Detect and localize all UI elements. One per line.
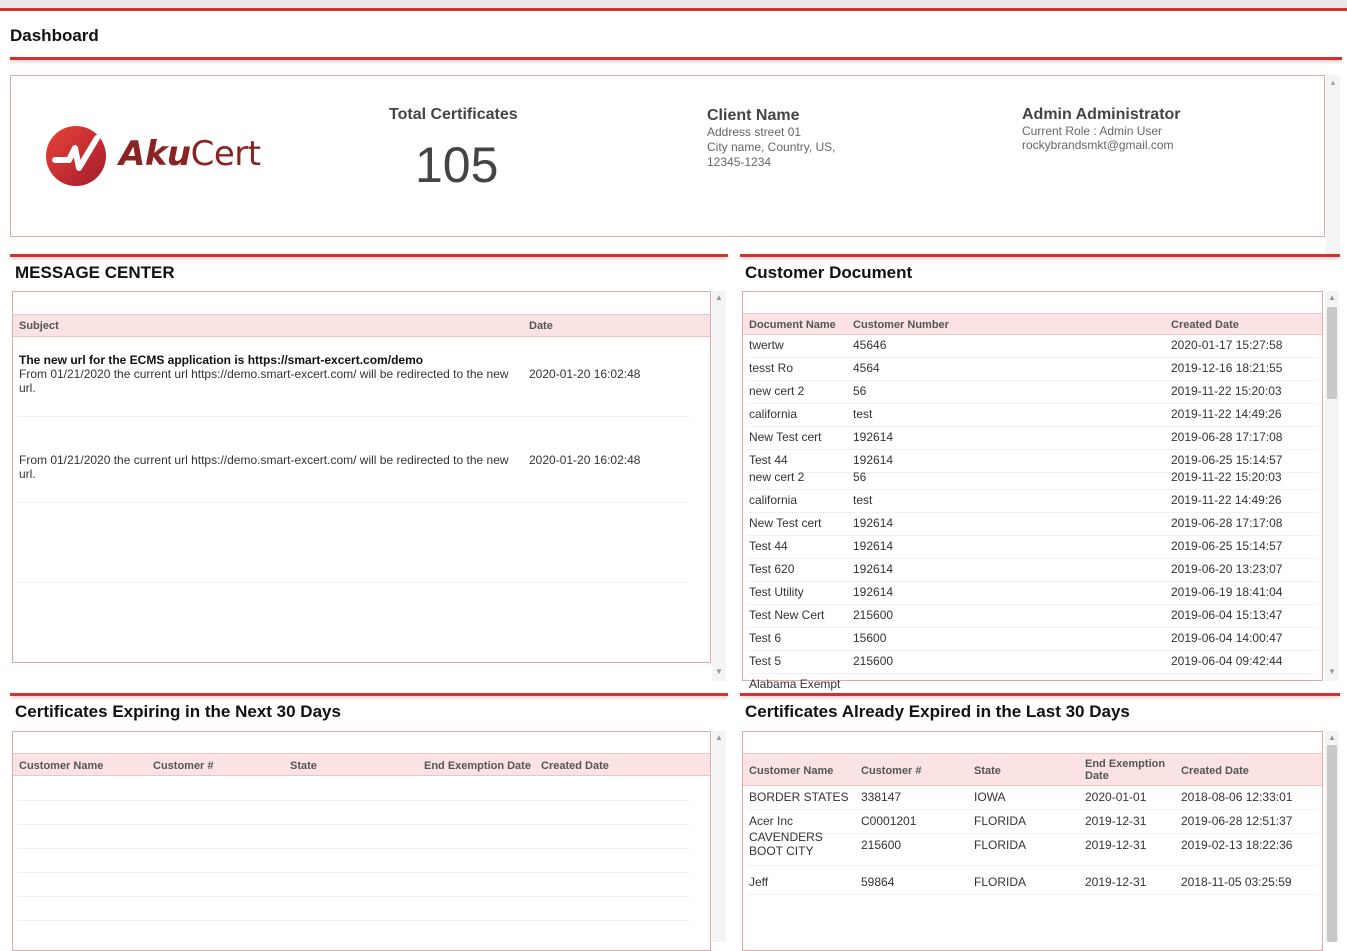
state: FLORIDA [974,814,1027,828]
row-divider [747,403,1318,404]
created-date: 2019-06-04 15:13:47 [1171,608,1283,622]
scroll-up-icon[interactable]: ▲ [1329,78,1337,87]
title-divider [10,57,1342,60]
expired-title: Certificates Already Expired in the Last 30 Days [745,702,1130,721]
page-title: Dashboard [10,26,99,45]
admin-role: Current Role : Admin User [1022,124,1163,138]
row-divider [17,582,690,583]
end-exemption-date: 2019-12-31 [1085,838,1147,852]
document-name: Test 620 [749,562,795,576]
message-date: 2020-01-20 16:02:48 [529,367,641,381]
column-state[interactable]: State [290,760,317,772]
message-body-cont: url. [19,467,36,481]
page-scrollbar[interactable] [1326,75,1340,255]
row-divider [747,650,1318,651]
client-address [707,125,857,170]
created-date: 2019-12-16 18:21:55 [1171,361,1283,375]
document-name: Test 5 [749,654,782,668]
message-body: From 01/21/2020 the current url https://demo.smart-excert.com/ will be redirected to the new [19,367,509,381]
column-state[interactable]: State [974,765,1001,777]
expired-divider [740,693,1340,696]
customer-number: 192614 [853,453,894,467]
document-name: Alabama Exempt [749,677,841,691]
created-date: 2018-08-06 12:33:01 [1181,790,1293,804]
created-date: 2019-06-20 13:23:07 [1171,562,1283,576]
customer-number: 192614 [853,539,894,553]
end-exemption-date: 2019-12-31 [1085,814,1147,828]
created-date: 2018-11-05 03:25:59 [1181,875,1292,889]
customer-number: test [853,407,873,421]
message-center-scrollbar[interactable] [712,291,726,681]
customer-number: 215600 [853,608,894,622]
document-name: New Test cert [749,516,822,530]
customer-document-table [742,291,1323,691]
customer-number: 192614 [853,430,894,444]
scroll-up-icon[interactable]: ▲ [715,733,723,742]
expired-table [742,731,1323,951]
customer-document-title: Customer Document [745,263,913,282]
column-created-date[interactable]: Created Date [541,760,609,772]
column-customer-num[interactable]: Customer # [153,760,214,772]
column-created-date[interactable]: Created Date [1181,765,1249,777]
state: IOWA [974,790,1006,804]
row-divider [17,896,690,897]
customer-name: Jeff [749,875,769,889]
document-name: Test 44 [749,539,788,553]
row-divider [747,865,1318,866]
row-divider [747,673,1318,674]
customer-name-cont: BOOT CITY [749,844,814,858]
customer-number: 56 [853,384,867,398]
message-date: 2020-01-20 16:02:48 [529,453,641,467]
end-exemption-date: 2020-01-01 [1085,790,1147,804]
scroll-down-icon[interactable]: ▼ [1328,667,1336,676]
customer-number: 192614 [853,562,894,576]
created-date: 2019-06-28 17:17:08 [1171,516,1283,530]
expired-scrollbar[interactable] [1325,731,1339,942]
row-divider [17,800,690,801]
admin-email[interactable]: rockybrandsmkt@gmail.com [1022,138,1174,152]
row-divider [17,824,690,825]
row-divider [747,894,1318,895]
scrollbar-thumb[interactable] [1327,307,1337,399]
column-end-exemption-line1: End Exemption [1085,758,1166,770]
column-customer-name[interactable]: Customer Name [19,760,104,772]
end-exemption-date: 2019-12-31 [1085,875,1147,889]
column-document-name[interactable]: Document Name [749,319,836,331]
created-date: 2019-11-22 15:20:03 [1171,470,1282,484]
row-divider [747,512,1318,513]
document-name: new cert 2 [749,470,805,484]
admin-name: Admin Administrator [1022,106,1181,123]
document-name: california [749,493,798,507]
total-certificates-label: Total Certificates [389,106,518,123]
row-divider [17,416,690,417]
created-date: 2019-11-22 15:20:03 [1171,384,1282,398]
created-date: 2019-02-13 18:22:36 [1181,838,1293,852]
row-divider [747,380,1318,381]
row-divider [747,604,1318,605]
row-divider [747,581,1318,582]
created-date: 2019-06-04 14:00:47 [1171,631,1283,645]
row-divider [17,502,690,503]
customer-num: 338147 [861,790,902,804]
document-name: Test 44 [749,453,788,467]
expiring-title: Certificates Expiring in the Next 30 Days [15,702,341,721]
column-customer-num[interactable]: Customer # [861,765,922,777]
header-card [10,75,1325,237]
created-date: 2019-06-04 09:42:44 [1171,654,1283,668]
row-divider [747,489,1318,490]
scroll-up-icon[interactable]: ▲ [1328,293,1336,302]
row-divider [747,558,1318,559]
row-divider [747,535,1318,536]
customer-number: 215600 [853,654,894,668]
row-divider [747,809,1318,810]
row-divider [17,920,690,921]
client-name: Client Name [707,107,800,124]
customer-name: Acer Inc [749,814,794,828]
column-subject[interactable]: Subject [19,320,59,332]
customer-number: test [853,493,873,507]
logo-text [119,134,261,174]
expired-header [743,753,1322,786]
message-center-table [12,291,711,663]
client-address-line3: 12345-1234 [707,155,772,169]
expiring-scrollbar[interactable] [712,731,726,942]
expiring-divider [10,693,728,696]
document-name: Test New Cert [749,608,825,622]
document-name: tesst Ro [749,361,794,375]
top-bar [0,0,1347,11]
customer-document-header [743,313,1322,335]
customer-number: 192614 [853,516,894,530]
document-name: california [749,407,798,421]
created-date: 2019-06-19 18:41:04 [1171,585,1283,599]
company-logo [45,124,261,188]
column-end-exemption-date[interactable] [1085,758,1165,782]
scroll-up-icon[interactable]: ▲ [1328,733,1336,742]
customer-number: 45646 [853,338,887,352]
customer-document-scrollbar[interactable] [1325,291,1339,681]
message-center-title: MESSAGE CENTER [15,263,175,282]
state: FLORIDA [974,838,1027,852]
created-date: 2019-11-22 14:49:26 [1171,407,1282,421]
scrollbar-thumb[interactable] [1327,745,1337,942]
customer-name: BORDER STATES [749,790,849,804]
created-date: 2019-06-28 17:17:08 [1171,430,1283,444]
document-name: Test Utility [749,585,804,599]
column-created-date[interactable]: Created Date [1171,319,1239,331]
column-end-exemption-line2: Date [1085,770,1109,782]
message-body: From 01/21/2020 the current url https://demo.smart-excert.com/ will be redirected to the new [19,453,509,467]
message-title: The new url for the ECMS application is https://smart-excert.com/demo [19,353,424,367]
document-name: new cert 2 [749,384,805,398]
row-divider [747,449,1318,450]
scroll-up-icon[interactable]: ▲ [715,293,723,302]
expiring-header [13,753,710,776]
message-center-divider [10,254,728,257]
created-date: 2019-11-22 14:49:26 [1171,493,1282,507]
customer-num: 215600 [861,838,902,852]
document-name: New Test cert [749,430,822,444]
row-divider [17,872,690,873]
customer-number: 15600 [853,631,887,645]
row-divider [747,833,1318,834]
logo-cert: Cert [190,134,261,174]
customer-number: 4564 [853,361,880,375]
message-body-cont: url. [19,381,36,395]
column-customer-number[interactable]: Customer Number [853,319,949,331]
created-date: 2020-01-17 15:27:58 [1171,338,1283,352]
row-divider [17,848,690,849]
created-date: 2019-06-28 12:51:37 [1181,814,1293,828]
scroll-down-icon[interactable]: ▼ [715,667,723,676]
row-divider [747,357,1318,358]
created-date: 2019-06-25 15:14:57 [1171,539,1283,553]
row-divider [747,426,1318,427]
document-name: Test 6 [749,631,782,645]
client-address-line2: City name, Country, US, [707,140,836,154]
column-customer-name[interactable]: Customer Name [749,765,834,777]
logo-aku: Aku [119,134,191,174]
akucert-logo-icon [45,124,109,188]
column-date[interactable]: Date [529,320,553,332]
row-divider [747,627,1318,628]
total-certificates-value: 105 [415,137,499,193]
message-center-header [13,314,710,337]
client-address-line1: Address street 01 [707,125,802,139]
document-name: twertw [749,338,784,352]
customer-name: CAVENDERS [749,830,823,844]
column-end-exemption-date[interactable]: End Exemption Date [424,760,531,772]
customer-number: 56 [853,470,867,484]
state: FLORIDA [974,875,1027,889]
customer-num: 59864 [861,875,895,889]
expiring-table [12,731,711,951]
customer-num: C0001201 [861,814,917,828]
customer-document-divider [740,254,1340,257]
customer-number: 192614 [853,585,894,599]
created-date: 2019-06-25 15:14:57 [1171,453,1283,467]
